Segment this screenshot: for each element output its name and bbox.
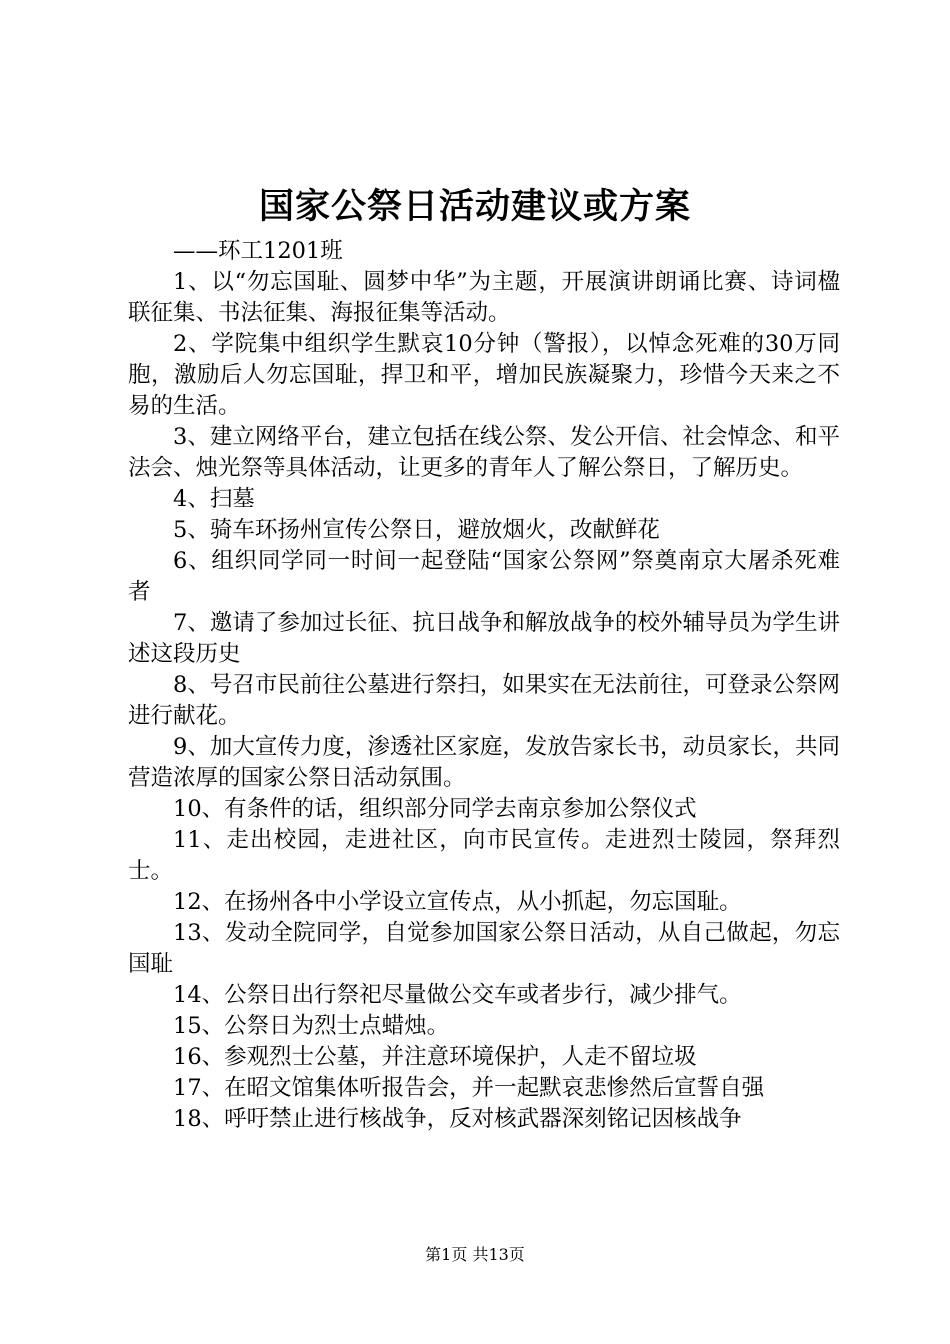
paragraph-16: 16、参观烈士公墓，并注意环境保护，人走不留垃圾 — [173, 1044, 697, 1070]
paragraph-15: 15、公祭日为烈士点蜡烛。 — [173, 1013, 450, 1039]
paragraph-17: 17、在昭文馆集体听报告会，并一起默哀悲惨然后宣誓自强 — [173, 1075, 765, 1101]
paragraph-9: 9、加大宣传力度，渗透社区家庭，发放告家长书，动员家长，共同营造浓厚的国家公祭日活动氛围。 — [128, 734, 840, 791]
paragraph-2: 2、学院集中组织学生默哀10分钟（警报），以悼念死难的30万同胞，激励后人勿忘国耻，捍卫和平，增加民族凝聚力，珍惜今天来之不易的生活。 — [128, 331, 840, 419]
paragraph-7: 7、邀请了参加过长征、抗日战争和解放战争的校外辅导员为学生讲述这段历史 — [128, 610, 840, 667]
paragraph-5: 5、骑车环扬州宣传公祭日，避放烟火，改献鲜花 — [173, 517, 660, 543]
paragraph-1: 1、以“勿忘国耻、圆梦中华”为主题，开展演讲朗诵比赛、诗词楹联征集、书法征集、海报征集等活动。 — [128, 269, 840, 326]
page-footer: 第1页 共13页 — [425, 1245, 525, 1264]
paragraph-6: 6、组织同学同一时间一起登陆“国家公祭网”祭奠南京大屠杀死难者 — [128, 548, 840, 605]
document-title: 国家公祭日活动建议或方案 — [258, 186, 691, 227]
paragraph-12: 12、在扬州各中小学设立宣传点，从小抓起，勿忘国耻。 — [173, 889, 742, 915]
paragraph-14: 14、公祭日出行祭祀尽量做公交车或者步行，减少排气。 — [173, 982, 742, 1008]
paragraph-18: 18、呼吁禁止进行核战争，反对核武器深刻铭记因核战争 — [173, 1106, 742, 1132]
paragraph-8: 8、号召市民前往公墓进行祭扫，如果实在无法前往，可登录公祭网进行献花。 — [128, 672, 840, 729]
paragraph-11: 11、走出校园，走进社区，向市民宣传。走进烈士陵园，祭拜烈士。 — [128, 827, 840, 884]
byline: ——环工1201班 — [173, 238, 343, 264]
paragraph-4: 4、扫墓 — [173, 486, 255, 512]
paragraph-3: 3、建立网络平台，建立包括在线公祭、发公开信、社会悼念、和平法会、烛光祭等具体活动，让更多的青年人了解公祭日，了解历史。 — [128, 424, 840, 481]
document-body — [128, 236, 840, 1135]
paragraph-10: 10、有条件的话，组织部分同学去南京参加公祭仪式 — [173, 796, 697, 822]
paragraph-13: 13、发动全院同学，自觉参加国家公祭日活动，从自己做起，勿忘国耻 — [128, 920, 840, 977]
